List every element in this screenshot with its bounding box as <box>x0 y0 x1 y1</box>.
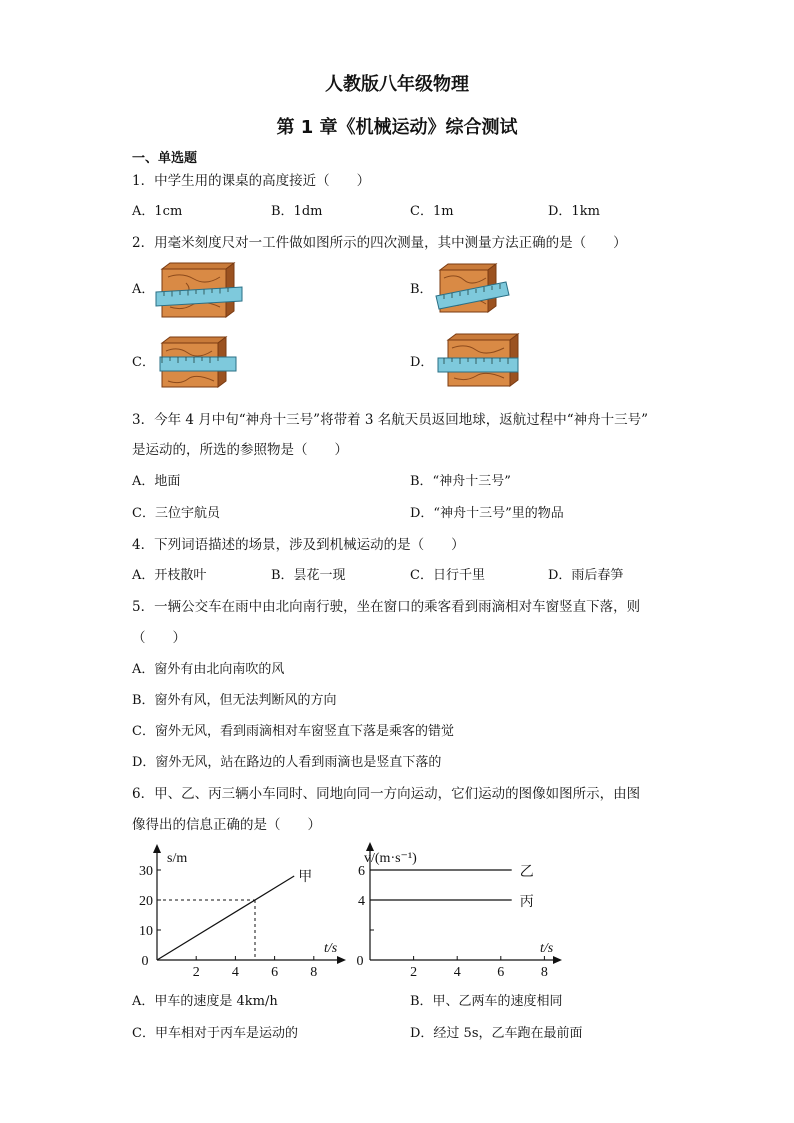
question-1-stem: 1．中学生用的课桌的高度接近（ ） <box>132 173 371 189</box>
q6-option-d: D．经过 5s，乙车跑在最前面 <box>410 1026 583 1041</box>
x-tick-label: 8 <box>310 965 318 980</box>
y-tick-label: 6 <box>358 864 365 879</box>
q6-option-b: B．甲、乙两车的速度相同 <box>410 994 563 1009</box>
question-6-stem-line2: 像得出的信息正确的是（ ） <box>132 817 321 833</box>
question-6-stem-line1: 6．甲、乙、丙三辆小车同时、同地向同一方向运动，它们运动的图像如图所示，由图 <box>132 786 641 802</box>
question-5-stem-line2: （ ） <box>132 630 186 646</box>
question-3-stem-line1: 3．今年 4 月中旬“神舟十三号”将带着 3 名航天员返回地球，返航过程中“神舟十三号” <box>132 412 649 428</box>
x-axis-label: t/s <box>540 941 554 956</box>
q2-option-b: B． <box>410 282 433 297</box>
q2-option-d: D． <box>410 355 434 370</box>
y-tick-label: 10 <box>139 924 153 939</box>
x-tick-label: 4 <box>231 965 239 980</box>
q3-option-d: D．“神舟十三号”里的物品 <box>410 506 564 521</box>
q6-option-c: C．甲车相对于丙车是运动的 <box>132 1026 298 1041</box>
question-2-stem: 2．用毫米刻度尺对一工件做如图所示的四次测量，其中测量方法正确的是（ ） <box>132 235 627 251</box>
q5-option-b: B．窗外有风，但无法判断风的方向 <box>132 693 337 708</box>
page-title: 人教版八年级物理 <box>325 74 469 95</box>
x-tick-label: 6 <box>497 965 505 980</box>
y-axis-label: v/(m·s⁻¹) <box>364 851 417 866</box>
q4-option-c: C．日行千里 <box>410 568 485 583</box>
series-label-jia: 甲 <box>298 870 313 885</box>
q1-option-b: B．1dm <box>271 204 323 219</box>
q4-option-b: B．昙花一现 <box>271 568 346 583</box>
y-axis-label: s/m <box>167 851 188 866</box>
section-heading: 一、单选题 <box>132 151 198 166</box>
x-tick-label: 2 <box>192 965 200 980</box>
q5-option-a: A．窗外有由北向南吹的风 <box>132 662 285 677</box>
q1-option-a: A．1cm <box>132 204 183 219</box>
series-label-yi: 乙 <box>519 865 534 880</box>
q6-option-a: A．甲车的速度是 4km/h <box>132 994 278 1009</box>
q3-option-b: B．“神舟十三号” <box>410 474 511 489</box>
q4-option-d: D．雨后春笋 <box>548 568 624 583</box>
x-tick-label: 6 <box>271 965 279 980</box>
y-tick-label: 30 <box>139 864 153 879</box>
q5-option-d: D．窗外无风，站在路边的人看到雨滴也是竖直下落的 <box>132 755 442 770</box>
page-subtitle: 第 1 章《机械运动》综合测试 <box>276 117 518 138</box>
q3-option-a: A．地面 <box>132 474 181 489</box>
q4-option-a: A．开枝散叶 <box>132 568 207 583</box>
origin-label: 0 <box>141 954 149 969</box>
x-axis-label: t/s <box>324 941 338 956</box>
y-axis-arrow <box>366 842 374 851</box>
series-label-bing: 丙 <box>519 895 534 910</box>
origin-label: 0 <box>356 954 364 969</box>
q1-option-c: C．1m <box>410 204 454 219</box>
q5-option-c: C．窗外无风，看到雨滴相对车窗竖直下落是乘客的错觉 <box>132 724 454 739</box>
q2-option-a: A． <box>132 282 155 297</box>
question-3-stem-line2: 是运动的，所选的参照物是（ ） <box>132 442 348 458</box>
q3-option-c: C．三位宇航员 <box>132 506 220 521</box>
x-tick-label: 2 <box>410 965 418 980</box>
q1-option-d: D．1km <box>548 204 600 219</box>
question-5-stem-line1: 5．一辆公交车在雨中由北向南行驶，坐在窗口的乘客看到雨滴相对车窗竖直下落，则 <box>132 599 641 615</box>
y-tick-label: 4 <box>358 894 365 909</box>
question-4-stem: 4．下列词语描述的场景，涉及到机械运动的是（ ） <box>132 537 465 553</box>
q2-option-c: C． <box>132 355 155 370</box>
x-tick-label: 4 <box>453 965 461 980</box>
x-axis-arrow <box>553 956 562 964</box>
y-tick-label: 20 <box>139 894 153 909</box>
x-tick-label: 8 <box>540 965 548 980</box>
